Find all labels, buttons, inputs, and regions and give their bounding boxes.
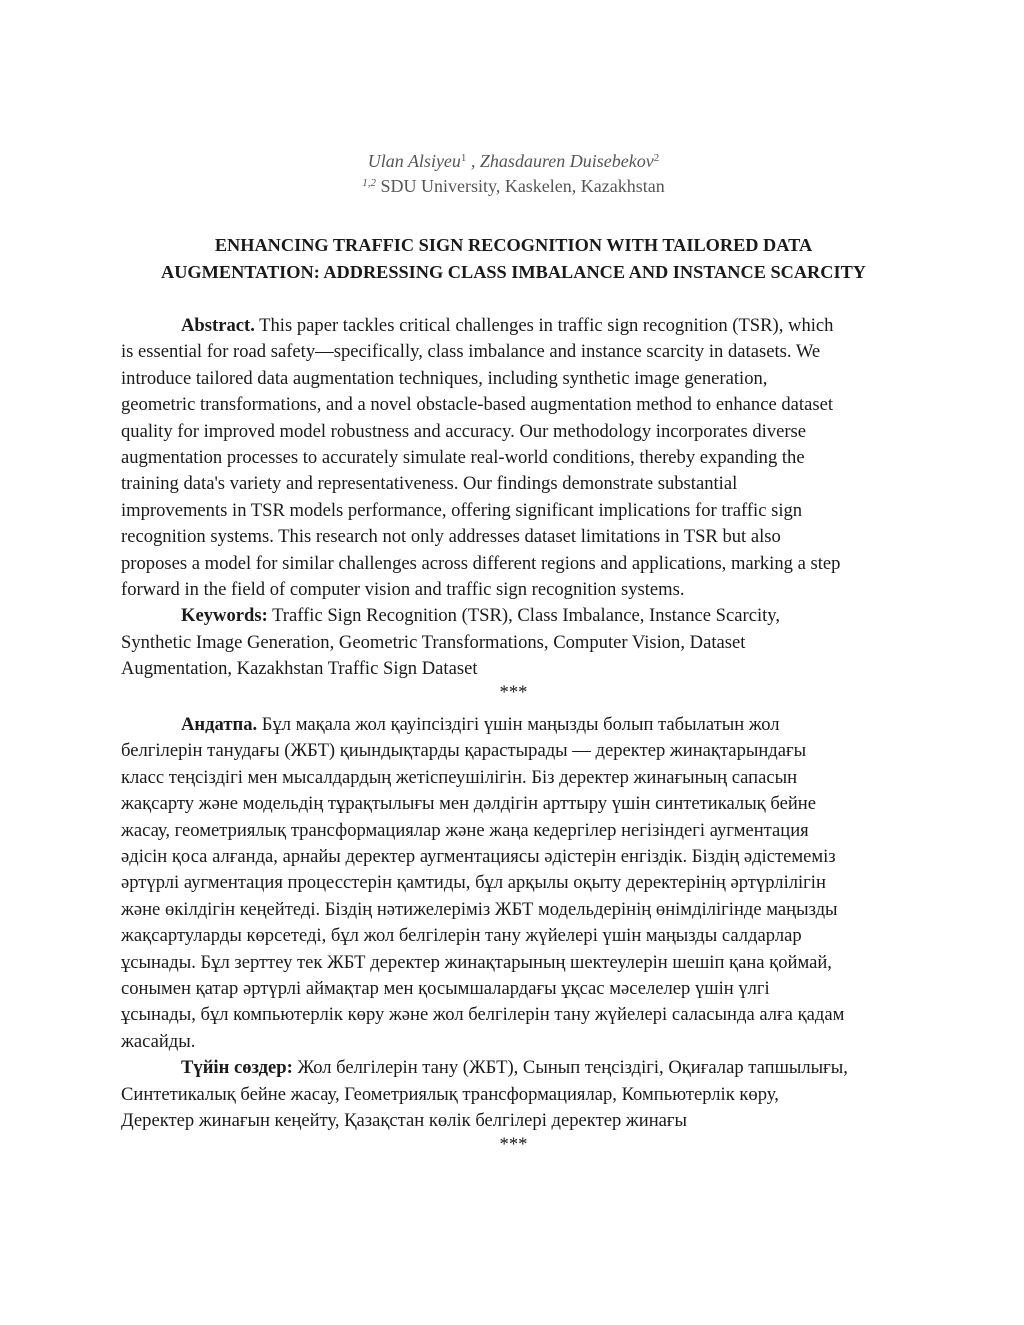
author-name: Ulan Alsiyeu bbox=[367, 151, 461, 171]
section-separator: *** bbox=[499, 681, 528, 703]
abstract-line: және өкілдігін кеңейтеді. Біздің нәтижелеріміз ЖБТ модельдерінің өнімділігінде маңызды bbox=[121, 898, 838, 920]
affiliation-text: SDU University, Kaskelen, Kazakhstan bbox=[380, 176, 665, 196]
abstract-line: сонымен қатар әртүрлі аймақтар мен қосымшалардағы ұқсас мәселелер үшін үлгі bbox=[121, 978, 770, 1000]
author-superscript: 2 bbox=[653, 152, 660, 164]
abstract-line: Андатпа. Бұл мақала жол қауіпсіздігі үшін маңызды болып табылатын жол bbox=[181, 714, 780, 735]
abstract-line: quality for improved model robustness and accuracy. Our methodology incorporates diverse bbox=[121, 420, 807, 442]
abstract-line: класс теңсіздігі мен мысалдардың жетіспеушілігін. Біз деректер жинағының сапасын bbox=[121, 766, 798, 788]
abstract-en bbox=[121, 313, 906, 703]
abstract-line: әртүрлі аугментация процесстерін қамтиды, бұл арқылы оқыту деректерінің әртүрлілігін bbox=[121, 872, 826, 894]
title-line: ENHANCING TRAFFIC SIGN RECOGNITION WITH TAILORED DATA bbox=[214, 235, 813, 255]
abstract-label: Abstract. bbox=[181, 315, 255, 336]
abstract-line: improvements in TSR models performance, offering significant implications for traffic sign bbox=[121, 499, 803, 521]
keywords-line: Синтетикалық бейне жасау, Геометриялық трансформациялар, Компьютерлік көру, bbox=[121, 1083, 779, 1105]
abstract-kz bbox=[121, 712, 906, 1155]
keywords-line: Keywords: Traffic Sign Recognition (TSR), Class Imbalance, Instance Scarcity, bbox=[181, 605, 781, 627]
abstract-line: forward in the field of computer vision and traffic sign recognition systems. bbox=[121, 579, 685, 601]
abstract-line: белгілерін танудағы (ЖБТ) қиындықтарды қарастырады — деректер жинақтарындағы bbox=[121, 740, 807, 762]
keywords-line: Деректер жинағын кеңейту, Қазақстан көлік белгілері деректер жинағы bbox=[121, 1110, 688, 1132]
keywords-line: Augmentation, Kazakhstan Traffic Sign Dataset bbox=[121, 658, 478, 680]
keywords-line: Түйін сөздер: Жол белгілерін тану (ЖБТ), Сынып теңсіздігі, Оқиғалар тапшылығы, bbox=[181, 1057, 848, 1079]
author-line bbox=[121, 148, 906, 174]
paper-title bbox=[111, 232, 916, 285]
abstract-line: ұсынады, бұл компьютерлік көру және жол белгілерін тану жүйелері саласында алға қадам bbox=[121, 1004, 845, 1026]
keywords-label: Keywords: bbox=[181, 605, 268, 627]
abstract-line: жақсартуларды көрсетеді, бұл жол белгілерін тану жүйелері үшін маңызды салдарлар bbox=[121, 925, 802, 947]
keywords-label: Түйін сөздер: bbox=[181, 1057, 293, 1079]
abstract-line: жасау, геометриялық трансформациялар және жаңа кедергілер негізіндегі аугментация bbox=[121, 819, 809, 841]
abstract-line: Abstract. This paper tackles critical challenges in traffic sign recognition (TSR), which bbox=[181, 315, 834, 336]
abstract-line: is essential for road safety—specifically, class imbalance and instance scarcity in datasets. We bbox=[121, 341, 821, 363]
abstract-line: жақсарту және модельдің тұрақтылығы мен дәлдігін арттыру үшін синтетикалық бейне bbox=[121, 793, 816, 815]
title-line: AUGMENTATION: ADDRESSING CLASS IMBALANCE AND INSTANCE SCARCITY bbox=[161, 261, 866, 282]
abstract-line: ұсынады. Бұл зерттеу тек ЖБТ деректер жинақтарының шектеулерін шешіп қана қоймай, bbox=[121, 951, 832, 973]
author-separator: , bbox=[466, 151, 480, 171]
affiliation-superscript: 1,2 bbox=[362, 177, 376, 189]
abstract-line: introduce tailored data augmentation techniques, including synthetic image generation, bbox=[121, 367, 768, 389]
abstract-label: Андатпа. bbox=[181, 714, 258, 735]
section-separator: *** bbox=[499, 1133, 528, 1155]
author-superscript: 1 bbox=[460, 152, 467, 164]
abstract-line: жасайды. bbox=[121, 1030, 196, 1052]
abstract-line: әдісін қоса алғанда, арнайы деректер аугментациясы әдістерін енгіздік. Біздің әдістемеміз bbox=[121, 846, 836, 868]
abstract-line: proposes a model for similar challenges across different regions and applications, marking a step bbox=[121, 552, 841, 574]
abstract-line: geometric transformations, and a novel obstacle-based augmentation method to enhance dataset bbox=[121, 394, 833, 416]
abstract-line: augmentation processes to accurately simulate real-world conditions, thereby expanding the bbox=[121, 447, 805, 469]
keywords-line: Synthetic Image Generation, Geometric Transformations, Computer Vision, Dataset bbox=[121, 631, 746, 653]
abstract-line: recognition systems. This research not only addresses dataset limitations in TSR but also bbox=[121, 526, 781, 548]
affiliation bbox=[121, 173, 906, 199]
author-name: Zhasdauren Duisebekov bbox=[479, 151, 654, 171]
abstract-line: training data's variety and representativeness. Our findings demonstrate substantial bbox=[121, 473, 738, 495]
